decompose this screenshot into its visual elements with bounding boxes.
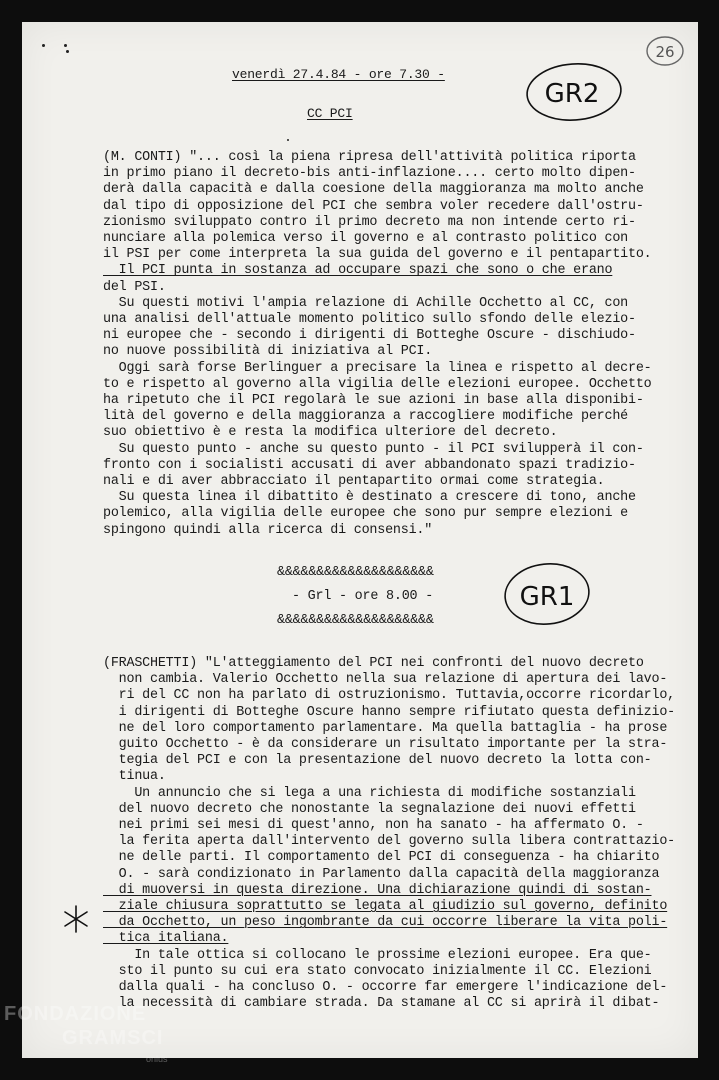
text-line: nali e di aver abbracciato il pentapartito ormai come strategia. [103,474,605,489]
text-line: i dirigenti di Botteghe Oscure hanno sempre rifiutato questa definizio- [103,704,676,720]
text-line: tinua. [103,769,166,785]
text-line: in primo piano il decreto-bis anti-inflazione.... certo molto dipen- [103,166,636,182]
text-line: ziale chiusura soprattutto se legata al giudizio sul governo, definito [103,899,668,914]
text-line: Un annuncio che si lega a una richiesta di modifiche sostanziali [103,785,636,801]
text-line: la necessità di cambiare strada. Da stamane al CC si aprirà il dibat- [103,996,660,1012]
separator-ampersands-bottom: &&&&&&&&&&&&&&&&&&&& [277,613,434,628]
text-line: sto il punto su cui era stato convocato inizialmente il CC. Elezioni [103,963,652,979]
text-line: il PSI per come interpreta la sua guida del governo e il pentapartito. [103,247,652,263]
asterisk-mark [62,904,90,934]
text-line: no nuove possibilità di iniziativa al PCI. [103,344,433,360]
document-page [22,22,698,1058]
text-line: spingono quindi alla ricerca di consensi." [103,522,433,538]
text-line: In tale ottica si collocano le prossime elezioni europee. Era que- [103,947,652,963]
text-line: non cambia. Valerio Occhetto nella sua relazione di apertura dei lavo- [103,672,668,688]
text-line: derà dalla capacità e dalla coesione della maggioranza ma molto anche [103,182,644,198]
text-line: ha ripetuto che il PCI regolarà le sue azioni in base alla disponibi- [103,393,644,408]
page-number-circle [644,34,686,68]
separator-ampersands-top: &&&&&&&&&&&&&&&&&&&& [277,565,434,580]
margin-dot [64,44,67,47]
gr1-handwritten-mark [500,560,596,628]
text-line: nunciare alla polemica verso il governo e al contrasto politico con [103,231,628,246]
text-line: ne delle parti. Il comportamento del PCI di conseguenza - ha chiarito [103,850,660,866]
text-line: una analisi dell'attuale momento politico sullo sfondo delle elezio- [103,312,636,327]
text-line: suo obiettivo è e resta la modifica ulteriore del decreto. [103,425,558,441]
text-line: lità del governo e della maggioranza a raccogliere modifiche perché [103,409,628,425]
text-line: Su questi motivi l'ampia relazione di Achille Occhetto al CC, con [103,295,628,311]
text-line: di muoversi in questa direzione. Una dichiarazione quindi di sostan- [103,882,652,898]
watermark-line2: GRAMSCI [62,1027,164,1049]
text-line: to e rispetto al governo alla vigilia delle elezioni europee. Occhetto [103,376,652,392]
text-line: la ferita aperta dall'intervento del governo sulla libera contrattazio- [103,834,676,850]
gr2-label: GR2 [544,79,600,109]
text-line: tegia del PCI e con la presentazione del nuovo decreto la lotta con- [103,753,652,769]
text-line: Oggi sarà forse Berlinguer a precisare la linea e rispetto al decre- [103,360,652,376]
stray-mark [287,139,289,141]
text-line: ni europee che - secondo i dirigenti di Botteghe Oscure - dischiudo- [103,328,636,344]
margin-dot [66,50,69,53]
text-line: ne del loro comportamento parlamentare. Ma quella battaglia - ha prose [103,720,668,736]
watermark-line1: FONDAZIONE [4,1003,147,1025]
subject-heading: CC PCI [307,106,353,121]
text-line: del nuovo decreto che nonostante la segnalazione dei nuovi effetti [103,801,636,817]
text-line: tica italiana. [103,931,229,947]
gr1-label: GR1 [519,582,575,612]
gr1-heading: - Grl - ore 8.00 - [292,589,434,604]
text-line: dalla quali - ha concluso O. - occorre far emergere l'indicazione del- [103,980,668,995]
text-line: da Occhetto, un peso ingombrante da cui occorre liberare la vita poli- [103,915,668,931]
text-line: (FRASCHETTI) "L'atteggiamento del PCI nei confronti del nuovo decreto [103,656,644,671]
text-line: (M. CONTI) "... così la piena ripresa dell'attività politica riporta [103,150,636,165]
text-line: fronto con i socialisti accusati di aver abbandonato spazi tradizio- [103,457,636,473]
watermark-line3: onlus [146,1054,168,1064]
text-line: Il PCI punta in sostanza ad occupare spazi che sono o che erano [103,263,613,279]
text-line: ri del CC non ha parlato di ostruzionismo. Tuttavia,occorre ricordarlo, [103,688,676,704]
margin-dot [42,44,45,47]
page-number: 26 [655,43,675,61]
text-line: Su questo punto - anche su questo punto - il PCI svilupperà il con- [103,441,644,457]
gr2-handwritten-mark [522,60,626,124]
text-line: nei primi sei mesi di quest'anno, non ha sanato - ha affermato O. - [103,818,644,833]
text-line: Su questa linea il dibattito è destinato a crescere di tono, anche [103,490,636,506]
text-line: zionismo sviluppato contro il primo decreto ma non intende certo ri- [103,214,636,230]
text-line: guito Occhetto - è da considerare un risultato importante per la stra- [103,737,668,752]
text-line: polemico, alla vigilia delle europee che sono pur sempre elezioni e [103,506,628,522]
text-line: O. - sarà condizionato in Parlamento dalla capacità della maggioranza [103,866,660,882]
date-line: venerdì 27.4.84 - ore 7.30 - [232,67,445,82]
fondazione-gramsci-watermark [4,1003,184,1075]
text-line: del PSI. [103,279,166,295]
text-line: dal tipo di opposizione del PCI che sembra voler recedere dall'ostru- [103,198,644,214]
